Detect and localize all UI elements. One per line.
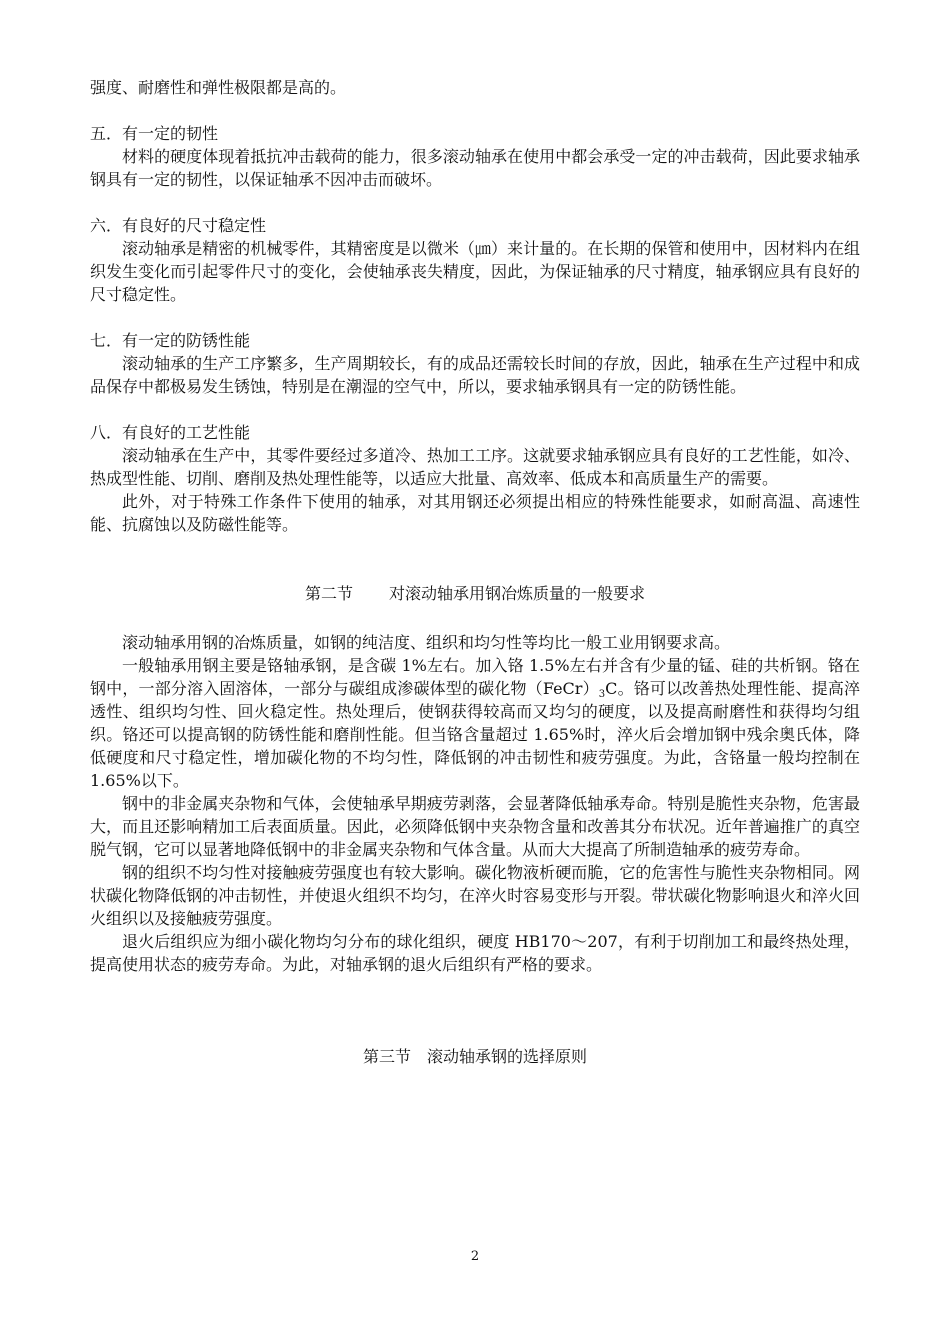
paragraph-toughness: 材料的硬度体现着抵抗冲击载荷的能力，很多滚动轴承在使用中都会承受一定的冲击载荷，因此要求轴承钢具有一定的韧性，以保证轴承不因冲击而破坏。 [90,147,860,189]
heading-dimensional-stability: 六．有良好的尺寸稳定性 [90,216,267,235]
paragraph-special-requirements: 此外，对于特殊工作条件下使用的轴承，对其用钢还必须提出相应的特殊性能要求，如耐高温、高速性能、抗腐蚀以及防磁性能等。 [90,492,860,534]
section-2-number: 第二节 [304,584,353,603]
paragraph-inclusions: 钢中的非金属夹杂物和气体，会使轴承早期疲劳剥落，会显著降低轴承寿命。特别是脆性夹杂物，危害最大，而且还影响精加工后表面质量。因此，必须降低钢中夹杂物含量和改善其分布状况。近年普遍推广的真空脱气钢，它可以显著地降低钢中的非金属夹杂物和气体含量。从而大大提高了所制造轴承的疲劳寿命。 [90,794,860,859]
section-3-number: 第三节 [362,1047,411,1066]
heading-process-performance: 八．有良好的工艺性能 [90,423,251,442]
section-3-title-text: 滚动轴承钢的选择原则 [427,1047,588,1066]
paragraph-dimensional-stability: 滚动轴承是精密的机械零件，其精密度是以微米（㎛）来计量的。在长期的保管和使用中，因材料内在组织发生变化而引起零件尺寸的变化，会使轴承丧失精度，因此，为保证轴承的尺寸精度，轴承钢应具有良好的尺寸稳定性。 [90,239,860,304]
paragraph-annealed-structure: 退火后组织应为细小碳化物均匀分布的球化组织，硬度 HB170～207，有利于切削加工和最终热处理，提高使用状态的疲劳寿命。为此，对轴承钢的退火后组织有严格的要求。 [90,932,860,974]
paragraph-carbide-structure: 钢的组织不均匀性对接触疲劳强度也有较大影响。碳化物液析硬而脆，它的危害性与脆性夹杂物相同。网状碳化物降低钢的冲击韧性，并使退火组织不均匀，在淬火时容易变形与开裂。带状碳化物影响退火和淬火回火组织以及接触疲劳强度。 [90,863,860,928]
section-3-title [90,1045,860,1068]
section-2-title [90,582,860,605]
paragraph-chromium-steel [90,654,860,792]
chromium-steel-text-b: C。铬可以改善热处理性能、提高淬透性、组织均匀性、回火稳定性。热处理后，使钢获得较高而又均匀的硬度，以及提高耐磨性和获得均匀组织。铬还可以提高钢的防锈性能和磨削性能。但当铬含量超过 1.65%时，淬火后会增加钢中残余奥氏体，降低硬度和尺寸稳定性，增加碳化物的不均匀性，降低钢的冲击韧性和疲劳强度。为此，含铬量一般均控制在 1.65%以下。 [90,679,860,790]
section-2-title-text: 对滚动轴承用钢冶炼质量的一般要求 [389,584,646,603]
intro-tail-paragraph: 强度、耐磨性和弹性极限都是高的。 [90,78,347,97]
heading-rust-resistance: 七．有一定的防锈性能 [90,331,251,350]
page-number: 2 [470,1249,480,1264]
paragraph-smelting-quality: 滚动轴承用钢的冶炼质量，如钢的纯洁度、组织和均匀性等均比一般工业用钢要求高。 [122,633,731,652]
document-body [90,76,860,1068]
paragraph-rust-resistance: 滚动轴承的生产工序繁多，生产周期较长，有的成品还需较长时间的存放，因此，轴承在生产过程中和成品保存中都极易发生锈蚀，特别是在潮湿的空气中，所以，要求轴承钢具有一定的防锈性能。 [90,354,860,396]
chromium-steel-text-a: 一般轴承用钢主要是铬轴承钢，是含碳 1%左右。加入铬 1.5%左右并含有少量的锰、硅的共析钢。铬在钢中，一部分溶入固溶体，一部分与碳组成渗碳体型的碳化物（FeCr） [90,656,860,698]
carbide-subscript: 3 [598,689,606,700]
heading-toughness: 五．有一定的韧性 [90,124,219,143]
paragraph-process-performance: 滚动轴承在生产中，其零件要经过多道冷、热加工工序。这就要求轴承钢应具有良好的工艺性能，如冷、热成型性能、切削、磨削及热处理性能等，以适应大批量、高效率、低成本和高质量生产的需要。 [90,446,860,488]
